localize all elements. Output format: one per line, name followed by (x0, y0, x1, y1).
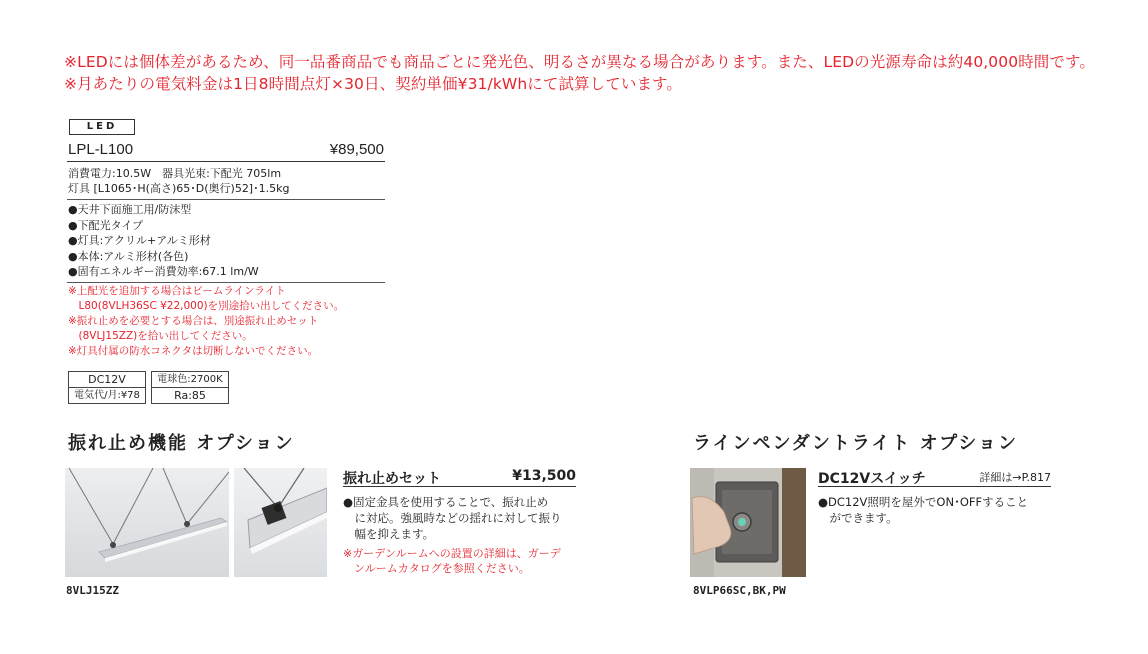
switch-item-reference: 詳細は→P.817 (979, 471, 1051, 484)
sway-stop-photo-closeup (234, 468, 327, 577)
description-line: 幅を抑えます。 (343, 527, 435, 541)
description-line: ができます。 (818, 511, 898, 525)
description-line: ●DC12V照明を屋外でON･OFFすること (818, 495, 1029, 509)
sway-stop-caption: 8VLJ15ZZ (66, 584, 119, 597)
feature-item: ●下配光タイプ (68, 218, 144, 232)
switch-caption: 8VLP66SC,BK,PW (693, 584, 786, 597)
notice-electric-cost: ※月あたりの電気料金は1日8時間点灯×30日、契約単価¥31/kWhにて試算しています。 (64, 75, 683, 93)
product-note: ※振れ止めを必要とする場合は、別途振れ止めセット (68, 315, 319, 327)
ra-tag: Ra:85 (151, 387, 229, 404)
spec-dimensions: 灯具 [L1065･H(高さ)65･D(奥行)52]･1.5kg (68, 182, 290, 195)
product-note: ※上配光を追加する場合はビームラインライト (68, 285, 286, 297)
feature-item: ●本体:アルミ形材(各色) (68, 249, 189, 263)
switch-item-header (818, 468, 1051, 487)
product-note: (8VLJ15ZZ)を拾い出してください。 (68, 330, 253, 342)
section-title-sway-stop: 振れ止め機能 オプション (68, 433, 295, 454)
switch-description (818, 494, 1068, 526)
spec-power: 消費電力:10.5W 器具光束:下配光 705lm (68, 167, 282, 180)
monthly-cost-tag: 電気代/月:¥78 (68, 387, 146, 404)
sway-stop-description (343, 494, 583, 542)
led-badge: LED (69, 119, 135, 135)
sway-stop-photo-wide (65, 468, 229, 577)
sway-stop-item-price: ¥13,500 (512, 468, 576, 484)
section-title-line-pendant: ラインペンダントライト オプション (693, 433, 1019, 454)
feature-item: ●灯具:アクリル+アルミ形材 (68, 234, 211, 247)
notice-led-variance: ※LEDには個体差があるため、同一品番商品でも商品ごとに発光色、明るさが異なる場合があります。また、LEDの光源寿命は約40,000時間です。 (64, 53, 1095, 71)
sway-stop-item-name: 振れ止めセット (343, 471, 441, 487)
product-code: LPL-L100 (68, 141, 134, 158)
sway-stop-notes (343, 546, 583, 576)
product-note: L80(8VLH36SC ¥22,000)を別途拾い出してください。 (68, 300, 345, 312)
note-line: ンルームカタログを参照ください。 (343, 562, 530, 575)
product-note: ※灯具付属の防水コネクタは切断しないでください。 (68, 345, 319, 357)
product-price: ¥89,500 (329, 141, 384, 158)
divider (67, 199, 385, 200)
note-line: ※ガーデンルームへの設置の詳細は、ガーデ (343, 547, 561, 560)
switch-photo (690, 468, 806, 577)
color-temp-tag: 電球色:2700K (151, 371, 229, 388)
description-line: ●固定金具を使用することで、振れ止め (343, 495, 549, 509)
product-header (67, 141, 385, 162)
voltage-tag: DC12V (68, 371, 146, 388)
switch-item-name: DC12Vスイッチ (818, 471, 926, 487)
feature-item: ●天井下面施工用/防沫型 (68, 203, 192, 216)
sway-stop-item-header (343, 468, 576, 487)
divider (67, 282, 385, 283)
feature-item: ●固有エネルギー消費効率:67.1 lm/W (68, 265, 259, 278)
description-line: に対応。強風時などの揺れに対して振り (343, 511, 562, 525)
